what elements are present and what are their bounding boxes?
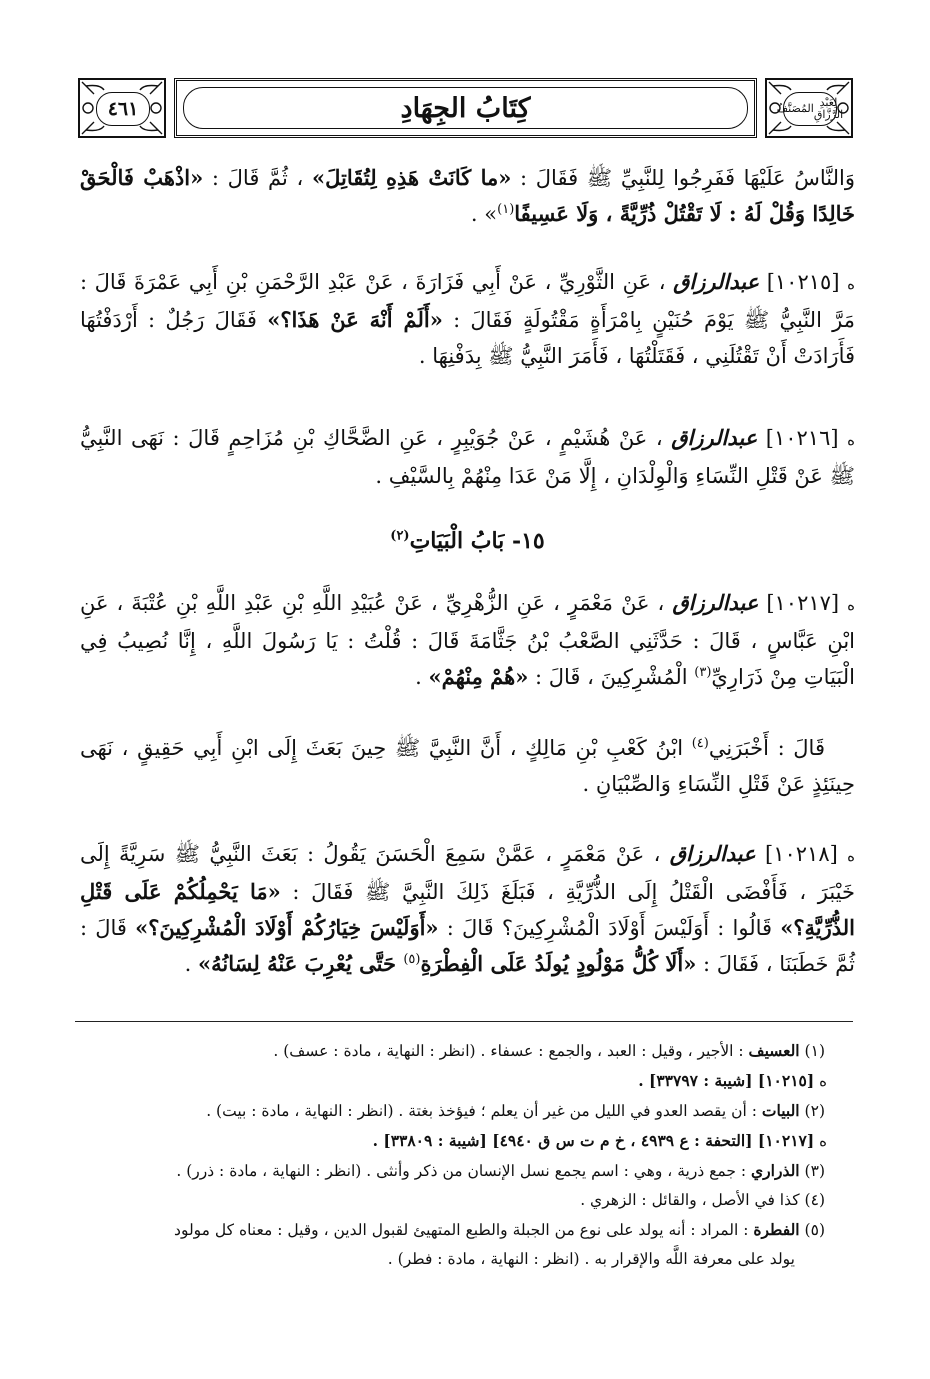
- prophetic-quote: «هُمْ مِنْهُمْ»: [428, 664, 529, 689]
- text-segment: وَالنَّاسُ عَلَيْهَا فَفَرِجُوا لِلنَّبِيِّ ﷺ فَقَالَ :: [511, 166, 855, 190]
- footnote-text: كذا في الأصل ، والقائل : الزهري .: [580, 1191, 805, 1209]
- footnote-number: (٥): [804, 1221, 825, 1239]
- prophetic-quote: حَتَّى يُعْرِبَ عَنْهُ لِسَانُهُ»: [198, 951, 404, 976]
- text-segment: فَقَالَ رَجُلٌ : أَرْدَفْتُهَا فَأَرَادَتْ أَنْ تَقْتُلَنِي ، فَقَتَلْتُهَا ، فَأَمَرَ النَّبِيُّ ﷺ بِدَفْنِهَا .: [80, 308, 855, 368]
- footnote-number: (٢): [804, 1102, 825, 1120]
- text-segment: الْمُشْرِكِينَ ، قَالَ :: [528, 665, 695, 689]
- footnote-4: [80, 1186, 855, 1215]
- prophetic-quote: «مَا يَحْمِلُكُمْ عَلَى قَتْلِ الذُّرِّيَّةِ؟»: [80, 879, 856, 940]
- hadith-number: [١٠٢١٧]: [766, 591, 840, 615]
- prophetic-quote: «ما كَانَتْ هَذِهِ لِتُقَاتِلَ»: [312, 165, 512, 190]
- footnote-text: : المراد : أنه يولد على نوع من الجبلة والطبع المتهيئ لقبول الدين ، وقيل : معناه كل مولود: [174, 1221, 754, 1239]
- text-segment: قَالَ : ثُمَّ خَطَبَنَا ، فَقَالَ :: [80, 916, 855, 976]
- text-segment: .: [415, 665, 429, 689]
- footnote-marker[interactable]: (٣): [694, 665, 712, 680]
- footnote-text: : الأجير ، وقيل : العبد ، والجمع : عسفاء . (انظر : النهاية ، مادة : عسف) .: [273, 1042, 749, 1060]
- footnote-term: الذراري: [751, 1161, 800, 1180]
- text-segment: » .: [470, 202, 498, 226]
- footnote-number: (١): [804, 1042, 825, 1060]
- footnotes: [80, 1036, 855, 1274]
- prophetic-quote: «اذْهَبْ فَالْحَقْ خَالِدًا وَقُلْ لَهُ : لَا تَقْتُلْ ذُرِّيَّةً ، وَلَا عَسِيفًا: [80, 165, 855, 226]
- text-segment: .: [184, 952, 199, 976]
- circle-marker: ه: [819, 1072, 827, 1090]
- series-emblem-line2: لِعَبْدِ الرَّزَّاقِ: [813, 96, 844, 121]
- footnote-1: [80, 1036, 855, 1066]
- reference-10215: [80, 1066, 855, 1096]
- chapter-heading: [80, 528, 855, 568]
- author-name: عبدالرزاق: [673, 269, 760, 294]
- text-segment: ، عَنْ هُشَيْمٍ ، عَنْ جُوَيْبِرٍ ، عَنِ الضَّحَّاكِ بْنِ مُزَاحِمٍ قَالَ : نَهَى النَّبِيُّ ﷺ عَنْ قَتْلِ النِّسَاءِ وَالْوِلْدَانِ ، إِلَّا مَنْ عَدَا مِنْهُمْ بِالسَّيْفِ .: [80, 426, 855, 488]
- footnote-2: [80, 1096, 855, 1126]
- reference-text: [١٠٢١٧] [التحفة : ع ٤٩٣٩ ، خ م ت س ق ٤٩٤٠] [شيبة : ٣٣٨٠٩] .: [372, 1131, 815, 1150]
- reference-text: [١٠٢١٥] [شيبة : ٣٣٧٩٧] .: [638, 1071, 815, 1090]
- author-name: عبدالرزاق: [671, 425, 758, 450]
- page-number: ٤٦١: [96, 92, 150, 126]
- page-header: [78, 78, 853, 140]
- text-segment: ، عَنْ مَعْمَرٍ ، عَمَّنْ سَمِعَ الْحَسَنَ يَقُولُ : بَعَثَ النَّبِيُّ ﷺ سَرِيَّةً إِلَى خَيْبَرَ ، فَأَفْضَى الْقَتْلُ إِلَى الذُّرِّيَّةِ ، فَبَلَغَ ذَلِكَ النَّبِيَّ ﷺ فَقَالَ :: [80, 842, 855, 904]
- page-number-ornament: [78, 78, 166, 138]
- prophetic-quote: «أَلَمْ أَنْهَ عَنْ هَذَا؟»: [267, 307, 443, 332]
- prophetic-quote: «أَوَلَيْسَ خِيَارُكُمْ أَوْلَادَ الْمُشْرِكِينَ؟»: [135, 915, 439, 940]
- circle-marker: ه: [847, 275, 855, 293]
- footnote-term: الفطرة: [753, 1220, 800, 1239]
- text-segment: ابْنُ كَعْبِ بْنِ مَالِكٍ ، أَنَّ النَّبِيَّ ﷺ حِينَ بَعَثَ إِلَى ابْنِ أَبِي حَقِيقٍ ، نَهَى حِينَئِذٍ عَنْ قَتْلِ النِّسَاءِ وَالصِّبْيَانِ .: [80, 736, 855, 796]
- hadith-10217: [80, 585, 855, 695]
- chapter-title: ١٥- بَابُ الْبَيَاتِ: [409, 528, 545, 554]
- book-title: كِتَابُ الجِهَادِ: [400, 92, 531, 124]
- footnote-term: العسيف: [748, 1041, 800, 1060]
- series-emblem-text: [776, 92, 844, 126]
- footnote-text: : أن يقصد العدو في الليل من غير أن يعلم ؛ فيؤخذ بغتة . (انظر : النهاية ، مادة : بيت) .: [206, 1102, 762, 1120]
- circle-marker: ه: [847, 431, 855, 449]
- text-segment: قَالَ : أَخْبَرَنِي: [708, 736, 825, 760]
- prophetic-quote: «أَلَا كُلُّ مَوْلُودٍ يُولَدُ عَلَى الْفِطْرَةِ: [420, 951, 697, 976]
- reference-10217: [80, 1126, 855, 1156]
- hadith-number: [١٠٢١٦]: [765, 426, 839, 450]
- footnote-marker[interactable]: (٤): [691, 736, 709, 751]
- series-emblem-line1: المُصَنَّفُ: [776, 102, 814, 115]
- footnote-marker[interactable]: (١): [497, 202, 515, 217]
- footnote-5: [80, 1215, 855, 1245]
- footnote-separator: [75, 1021, 853, 1022]
- footnote-number: (٣): [804, 1162, 825, 1180]
- footnote-marker[interactable]: (٥): [403, 952, 421, 967]
- circle-marker: ه: [847, 596, 855, 614]
- footnote-5-continuation: يولد على معرفة اللَّه والإقرار به . (انظر : النهاية ، مادة : فطر) .: [387, 1250, 795, 1268]
- author-name: عبدالرزاق: [669, 841, 756, 866]
- circle-marker: ه: [819, 1132, 827, 1150]
- author-name: عبدالرزاق: [672, 590, 759, 615]
- paragraph-continuation: [80, 160, 855, 232]
- text-segment: ، عَنْ مَعْمَرٍ ، عَنِ الزُّهْرِيِّ ، عَنْ عُبَيْدِ اللَّهِ بْنِ عَبْدِ اللَّهِ بْنِ عُتْبَةَ ، عَنِ ابْنِ عَبَّاسٍ ، قَالَ : حَدَّثَنِي الصَّعْبُ بْنُ جَثَّامَةَ قَالَ : قُلْتُ : يَا رَسُولَ اللَّهِ ، إِنَّا نُصِيبُ فِي الْبَيَاتِ مِنْ ذَرَارِيِّ: [80, 591, 855, 689]
- circle-marker: ه: [847, 847, 855, 865]
- hadith-10218: [80, 836, 855, 982]
- hadith-number: [١٠٢١٥]: [766, 270, 840, 294]
- paragraph-qala: [80, 730, 855, 802]
- footnote-term: البيات: [761, 1101, 800, 1120]
- text-segment: ، عَنِ الثَّوْرِيِّ ، عَنْ أَبِي فَزَارَةَ ، عَنْ عَبْدِ الرَّحْمَنِ بْنِ أَبِي عَمْرَةَ قَالَ : مَرَّ النَّبِيُّ ﷺ يَوْمَ حُنَيْنٍ بِامْرَأَةٍ مَقْتُولَةٍ فَقَالَ :: [80, 270, 855, 332]
- footnote-3: [80, 1156, 855, 1186]
- series-emblem: [765, 78, 853, 138]
- text-segment: ، ثُمَّ قَالَ :: [203, 166, 313, 190]
- hadith-10215: [80, 264, 855, 374]
- footnote-marker[interactable]: (٢): [390, 528, 410, 544]
- hadith-number: [١٠٢١٨]: [765, 842, 838, 866]
- text-segment: قَالُوا : أَوَلَيْسَ أَوْلَادَ الْمُشْرِكِينَ؟ قَالَ :: [438, 916, 781, 940]
- title-frame: [174, 78, 757, 138]
- footnote-text: : جمع ذرية ، وهي : اسم يجمع نسل الإنسان من ذكر وأنثى . (انظر : النهاية ، مادة : ذرر) .: [176, 1162, 752, 1180]
- footnote-number: (٤): [804, 1191, 825, 1209]
- hadith-10216: [80, 420, 855, 494]
